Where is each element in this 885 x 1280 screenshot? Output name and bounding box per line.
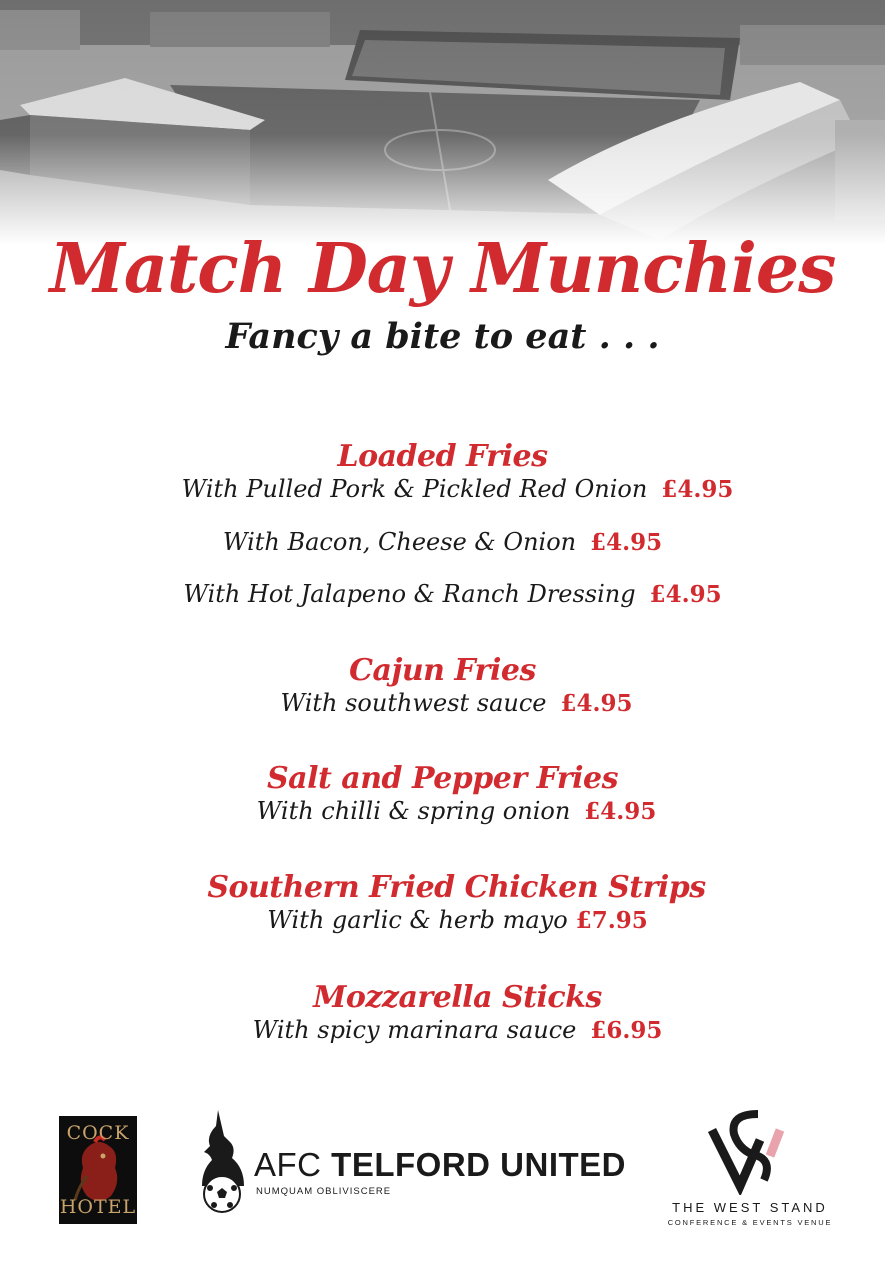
- item-description: With spicy marinara sauce: [252, 1016, 577, 1044]
- item-description: With Hot Jalapeno & Ranch Dressing: [183, 579, 636, 608]
- item-price: £7.95: [575, 907, 648, 934]
- cock-hotel-line2: HOTEL: [59, 1196, 137, 1218]
- afc-telford-united-logo: [200, 1108, 626, 1218]
- menu-item: [0, 475, 885, 504]
- cock-hotel-logo: [59, 1116, 137, 1224]
- item-description: With southwest sauce: [280, 689, 547, 717]
- menu-item: [0, 797, 885, 826]
- menu-item: [0, 528, 885, 557]
- item-price: £4.95: [649, 580, 722, 608]
- item-price: £4.95: [560, 690, 633, 717]
- club-motto: NUMQUAM OBLIVISCERE: [256, 1186, 392, 1197]
- west-stand-name: THE WEST STAND: [672, 1200, 828, 1215]
- section-title: Mozzarella Sticks: [313, 980, 602, 1015]
- menu-section-cajun-fries: [0, 654, 885, 762]
- club-crest-icon: [200, 1108, 248, 1218]
- menu-item: [0, 906, 885, 935]
- west-stand-logo: [660, 1100, 840, 1230]
- section-title: Cajun Fries: [349, 653, 536, 688]
- menu-item: [0, 1016, 885, 1045]
- west-stand-tagline: CONFERENCE & EVENTS VENUE: [667, 1218, 833, 1227]
- club-name-main: TELFORD UNITED: [331, 1146, 626, 1183]
- menu-section-salt-pepper-fries: [0, 762, 885, 871]
- club-name: [254, 1146, 626, 1184]
- item-description: With garlic & herb mayo: [267, 906, 568, 934]
- menu-section-mozzarella-sticks: [0, 981, 885, 1045]
- section-title: Salt and Pepper Fries: [266, 761, 619, 796]
- club-name-prefix: AFC: [254, 1146, 322, 1183]
- menu-section-chicken-strips: [0, 871, 885, 981]
- stadium-photo: [0, 0, 885, 245]
- item-price: £4.95: [661, 476, 734, 503]
- item-price: £4.95: [590, 528, 663, 556]
- menu-list: [0, 440, 885, 1045]
- menu-item: [0, 580, 885, 609]
- item-description: With chilli & spring onion: [256, 797, 571, 825]
- item-price: £4.95: [584, 798, 657, 825]
- cock-hotel-line1: COCK: [66, 1122, 130, 1144]
- menu-item: [0, 689, 885, 718]
- section-title: Southern Fried Chicken Strips: [207, 870, 706, 905]
- item-description: With Pulled Pork & Pickled Red Onion: [181, 475, 648, 503]
- menu-section-loaded-fries: [0, 440, 885, 654]
- item-price: £6.95: [590, 1017, 663, 1044]
- page-subtitle: Fancy a bite to eat . . .: [225, 316, 660, 357]
- west-stand-mark-icon: [660, 1100, 840, 1195]
- page-title: Match Day Munchies: [49, 229, 836, 309]
- section-title: Loaded Fries: [337, 439, 548, 474]
- item-description: With Bacon, Cheese & Onion: [222, 527, 577, 556]
